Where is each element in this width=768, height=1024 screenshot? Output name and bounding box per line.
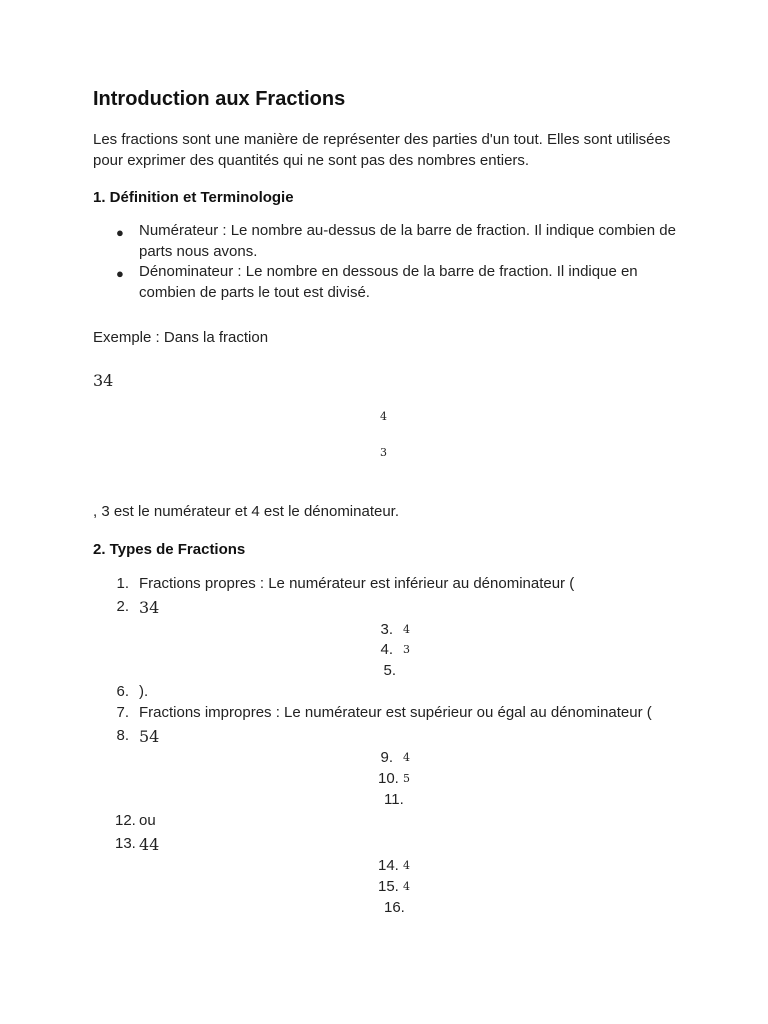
list-number: 5. [383,662,396,679]
list-number: 1. [116,575,129,592]
section1-heading: 1. Définition et Terminologie [93,189,294,206]
list-item-text: 3 [403,643,410,656]
list-item-text: 34 [139,598,160,617]
list-item-text: 4 [403,859,410,872]
list-item-text: 44 [139,835,160,854]
list-item-text: 5 [403,772,410,785]
list-item-text: 4 [403,880,410,893]
page-title: Introduction aux Fractions [93,88,346,110]
bullet-glyph: ● [116,225,124,240]
bullet-glyph: ● [116,266,124,281]
list-number: 4. [380,641,393,658]
list-number: 7. [116,704,129,721]
list-item-text: ). [139,683,149,700]
list-item-text: ou [139,812,156,829]
list-number: 10. [378,770,399,787]
list-number: 11. [384,791,404,808]
list-item-text: 4 [403,751,410,764]
list-number: 2. [116,598,129,615]
list-number: 14. [378,857,399,874]
example-explanation: , 3 est le numérateur et 4 est le dénominateur. [93,503,400,520]
list-item-text: Fractions impropres : Le numérateur est supérieur ou égal au dénominateur ( [139,704,652,721]
list-number: 16. [384,899,405,916]
bullet-numerateur: Numérateur : Le nombre au-dessus de la barre de fraction. Il indique combien de parts nous avons. [139,222,676,260]
list-number: 8. [116,727,129,744]
list-number: 3. [380,621,393,638]
list-number: 9. [380,749,393,766]
list-item-text: 54 [139,727,160,746]
example-label: Exemple : Dans la fraction [93,329,269,346]
list-item-text: Fractions propres : Le numérateur est inférieur au dénominateur ( [139,575,575,592]
example-fraction-top: 4 [380,410,387,423]
bullet-denominateur: Dénominateur : Le nombre en dessous de la barre de fraction. Il indique en combien de parts le tout est divisé. [139,263,638,301]
example-fraction-bottom: 3 [380,446,387,459]
list-number: 13. [115,835,136,852]
list-item-text: 4 [403,623,410,636]
example-fraction-inline: 34 [93,371,114,390]
list-number: 6. [116,683,129,700]
section2-heading: 2. Types de Fractions [93,541,246,558]
intro-paragraph: Les fractions sont une manière de représenter des parties d'un tout. Elles sont utilisées pour exprimer des quantités qui ne sont pas des nombres entiers. [93,131,671,169]
list-number: 15. [378,878,399,895]
list-number: 12. [115,812,136,829]
